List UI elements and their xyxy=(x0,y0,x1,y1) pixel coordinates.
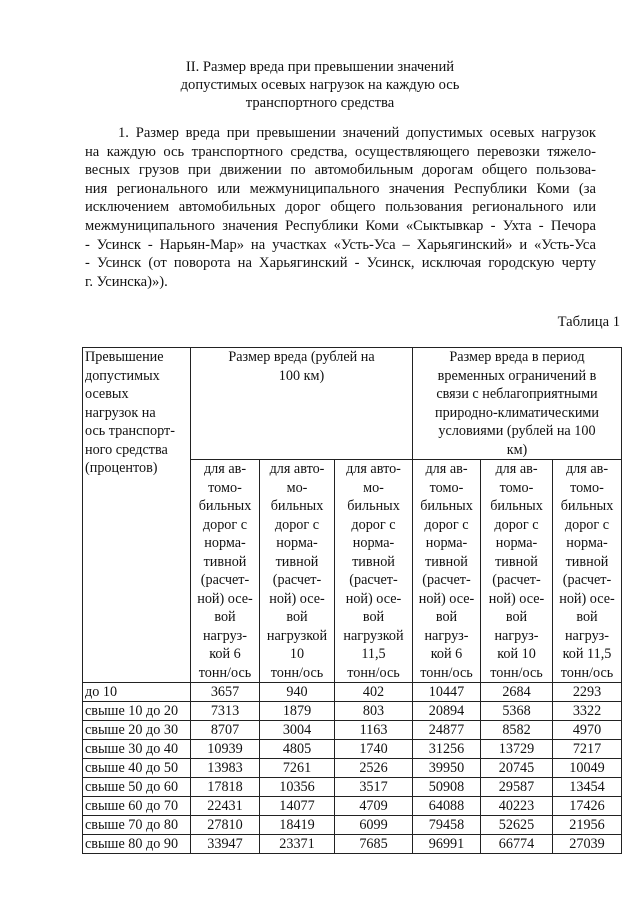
sub-header-line: дорог с xyxy=(202,516,248,533)
value-cell: 1740 xyxy=(335,740,413,759)
paragraph-line: - Усинск (от поворота на Харьягинский - Усинск, исключая городскую черту xyxy=(85,255,596,272)
sub-header-line: вой xyxy=(576,609,598,625)
sub-header-line: бильных xyxy=(347,498,400,514)
value-cell: 3517 xyxy=(335,778,413,797)
sub-header-line: (расчет- xyxy=(272,572,322,588)
value-cell: 40223 xyxy=(481,797,553,816)
value-cell: 10049 xyxy=(553,759,622,778)
value-cell: 20745 xyxy=(481,759,553,778)
value-cell: 2684 xyxy=(481,683,553,702)
sub-header-line: вой xyxy=(214,609,236,625)
header-row-1 xyxy=(83,348,622,460)
row-header-line: Превышение xyxy=(85,349,164,365)
sub-header-line: нагруз- xyxy=(202,627,248,644)
row-label: свыше 60 до 70 xyxy=(83,797,191,816)
sub-header-line: ной) осе- xyxy=(345,590,402,607)
sub-header-line: бильных xyxy=(420,498,473,514)
sub-header-line: (расчет- xyxy=(422,572,471,588)
paragraph-line: весных грузов при движении по автомобильным дорогам общего пользова- xyxy=(85,162,596,179)
value-cell: 29587 xyxy=(481,778,553,797)
value-cell: 64088 xyxy=(413,797,481,816)
value-cell: 6099 xyxy=(335,816,413,835)
value-cell: 27039 xyxy=(553,835,622,854)
value-cell: 27810 xyxy=(191,816,260,835)
sub-header-line: норма- xyxy=(204,535,246,551)
row-label: свыше 50 до 60 xyxy=(83,778,191,797)
sub-header-line: вой xyxy=(362,609,385,625)
sub-header-line: для авто- xyxy=(346,461,401,477)
value-cell: 10356 xyxy=(260,778,335,797)
row-label: свыше 70 до 80 xyxy=(83,816,191,835)
value-cell: 52625 xyxy=(481,816,553,835)
sub-header-line: вой xyxy=(286,609,308,625)
body-paragraph xyxy=(85,124,596,291)
value-cell: 96991 xyxy=(413,835,481,854)
row-label: свыше 20 до 30 xyxy=(83,721,191,740)
sub-header-line: норма- xyxy=(495,535,538,551)
table-row xyxy=(83,721,622,740)
value-cell: 33947 xyxy=(191,835,260,854)
sub-header-line: тонн/ось xyxy=(347,664,400,681)
sub-header-line: тонн/ось xyxy=(560,664,614,681)
sub-header-line: томо- xyxy=(429,479,464,496)
value-cell: 4970 xyxy=(553,721,622,740)
table-row xyxy=(83,683,622,702)
sub-header-line: тивной xyxy=(425,553,468,570)
value-cell: 940 xyxy=(260,683,335,702)
row-header-line: нагрузок на xyxy=(85,404,156,421)
value-cell: 1879 xyxy=(260,702,335,721)
sub-header-line: бильных xyxy=(198,498,252,514)
table-row xyxy=(83,797,622,816)
section-heading-line: транспортного средства xyxy=(245,95,395,111)
value-cell: 23371 xyxy=(260,835,335,854)
group-header-line: условиями (рублей на 100 xyxy=(438,423,596,439)
sub-header-line: томо- xyxy=(208,479,242,496)
value-cell: 402 xyxy=(335,683,413,702)
table-row xyxy=(83,740,622,759)
row-label: свыше 40 до 50 xyxy=(83,759,191,778)
sub-header-cell xyxy=(481,460,553,683)
table-row xyxy=(83,778,622,797)
sub-header-line: (расчет- xyxy=(562,572,612,588)
sub-header-cell xyxy=(335,460,413,683)
value-cell: 20894 xyxy=(413,702,481,721)
value-cell: 66774 xyxy=(481,835,553,854)
sub-header-line: норма- xyxy=(276,535,318,551)
paragraph-line: г. Усинска)»). xyxy=(85,273,168,290)
group-header-line: связи с неблагоприятными xyxy=(436,386,598,402)
group-header-line: км) xyxy=(506,441,528,458)
sub-header-line: тонн/ось xyxy=(198,664,252,681)
value-cell: 10447 xyxy=(413,683,481,702)
value-cell: 50908 xyxy=(413,778,481,797)
sub-header-line: тивной xyxy=(275,553,319,570)
table-row xyxy=(83,702,622,721)
sub-header-line: для ав- xyxy=(203,461,247,477)
value-cell: 3322 xyxy=(553,702,622,721)
value-cell: 31256 xyxy=(413,740,481,759)
value-cell: 13729 xyxy=(481,740,553,759)
table-row xyxy=(83,835,622,854)
value-cell: 13454 xyxy=(553,778,622,797)
value-cell: 2293 xyxy=(553,683,622,702)
group-header-line: Размер вреда в период xyxy=(449,349,585,365)
sub-header-line: тивной xyxy=(565,553,609,570)
group-header-line: Размер вреда (рублей на xyxy=(228,349,375,365)
sub-header-line: вой xyxy=(505,609,528,625)
paragraph-line: исключением автомобильных дорог общего пользования регионального или xyxy=(85,199,596,216)
group-header-line: 100 км) xyxy=(278,367,325,384)
value-cell: 14077 xyxy=(260,797,335,816)
sub-header-line: томо- xyxy=(570,479,604,496)
row-label: свыше 80 до 90 xyxy=(83,835,191,854)
sub-header-line: кой 6 xyxy=(209,646,241,662)
sub-header-line: кой 11,5 xyxy=(562,646,612,662)
sub-header-line: ной) осе- xyxy=(488,590,545,607)
sub-header-line: тонн/ось xyxy=(420,664,473,681)
value-cell: 22431 xyxy=(191,797,260,816)
value-cell: 4805 xyxy=(260,740,335,759)
sub-header-line: кой 10 xyxy=(497,646,536,662)
group-header-normal xyxy=(191,348,413,460)
value-cell: 39950 xyxy=(413,759,481,778)
sub-header-line: дорог с xyxy=(564,516,610,533)
sub-header-line: тонн/ось xyxy=(270,664,324,681)
sub-header-line: нагруз- xyxy=(494,627,539,644)
value-cell: 79458 xyxy=(413,816,481,835)
sub-header-line: для ав- xyxy=(565,461,609,477)
sub-header-line: вой xyxy=(435,609,458,625)
value-cell: 10939 xyxy=(191,740,260,759)
paragraph-line: 1. Размер вреда при превышении значений допустимых осевых нагрузок xyxy=(118,125,596,141)
section-heading xyxy=(150,58,490,112)
value-cell: 803 xyxy=(335,702,413,721)
sub-header-line: кой 6 xyxy=(430,646,463,662)
sub-header-line: томо- xyxy=(499,479,534,496)
row-label: до 10 xyxy=(83,683,191,702)
sub-header-line: нагрузкой xyxy=(266,627,328,644)
sub-header-line: (расчет- xyxy=(492,572,541,588)
sub-header-line: для ав- xyxy=(495,461,538,477)
sub-header-line: дорог с xyxy=(494,516,539,533)
sub-header-line: ной) осе- xyxy=(418,590,475,607)
sub-header-line: мо- xyxy=(363,479,384,496)
sub-header-line: 11,5 xyxy=(361,646,386,662)
sub-header-line: мо- xyxy=(286,479,308,496)
group-header-line: временных ограничений в xyxy=(437,367,597,384)
group-header-restriction-period xyxy=(413,348,622,460)
sub-header-line: ной) осе- xyxy=(559,590,615,607)
value-cell: 24877 xyxy=(413,721,481,740)
table-row xyxy=(83,816,622,835)
paragraph-line: - Усинск - Нарьян-Мар» на участках «Усть-Уса – Харьягинский» и «Усть-Уса xyxy=(85,236,596,253)
value-cell: 13983 xyxy=(191,759,260,778)
row-label: свыше 30 до 40 xyxy=(83,740,191,759)
row-label: свыше 10 до 20 xyxy=(83,702,191,721)
sub-header-cell xyxy=(260,460,335,683)
value-cell: 17426 xyxy=(553,797,622,816)
sub-header-cell xyxy=(191,460,260,683)
sub-header-line: норма- xyxy=(425,535,468,551)
paragraph-line: ния регионального или межмуниципального значения Республики Коми (за xyxy=(85,180,596,197)
sub-header-line: (расчет- xyxy=(349,572,398,588)
value-cell: 7313 xyxy=(191,702,260,721)
sub-header-cell xyxy=(553,460,622,683)
section-heading-line: допустимых осевых нагрузок на каждую ось xyxy=(180,77,460,93)
sub-header-line: ной) осе- xyxy=(197,590,253,607)
sub-header-line: тонн/ось xyxy=(490,664,543,681)
sub-header-line: дорог с xyxy=(424,516,469,533)
damage-table xyxy=(82,347,622,854)
value-cell: 2526 xyxy=(335,759,413,778)
sub-header-line: дорог с xyxy=(274,516,320,533)
value-cell: 8582 xyxy=(481,721,553,740)
sub-header-line: нагрузкой xyxy=(343,627,404,644)
sub-header-line: ной) осе- xyxy=(269,590,325,607)
row-header-line: осевых xyxy=(85,386,129,402)
row-header-line: (процентов) xyxy=(85,460,158,476)
value-cell: 4709 xyxy=(335,797,413,816)
sub-header-line: нагруз- xyxy=(564,627,610,644)
group-header-line: природно-климатическими xyxy=(435,404,599,421)
sub-header-cell xyxy=(413,460,481,683)
table-row xyxy=(83,759,622,778)
row-header-line: ось транспорт- xyxy=(85,423,175,439)
sub-header-line: норма- xyxy=(352,535,395,551)
paragraph-line: межмуниципального значения Республики Коми «Сыктывкар - Ухта - Печора xyxy=(85,217,596,234)
sub-header-line: для ав- xyxy=(425,461,468,477)
row-header-cell xyxy=(83,348,191,683)
sub-header-line: бильных xyxy=(270,498,324,514)
row-header-line: ного средства xyxy=(85,441,168,458)
value-cell: 7261 xyxy=(260,759,335,778)
sub-header-line: для авто- xyxy=(269,461,325,477)
value-cell: 7685 xyxy=(335,835,413,854)
sub-header-line: дорог с xyxy=(351,516,396,533)
value-cell: 21956 xyxy=(553,816,622,835)
section-heading-line: II. Размер вреда при превышении значений xyxy=(185,59,455,75)
value-cell: 3657 xyxy=(191,683,260,702)
sub-header-line: 10 xyxy=(289,646,305,662)
value-cell: 3004 xyxy=(260,721,335,740)
sub-header-line: (расчет- xyxy=(200,572,250,588)
sub-header-line: тивной xyxy=(495,553,538,570)
row-header-line: допустимых xyxy=(85,367,160,384)
sub-header-line: норма- xyxy=(566,535,608,551)
sub-header-line: бильных xyxy=(490,498,543,514)
value-cell: 8707 xyxy=(191,721,260,740)
table-caption: Таблица 1 xyxy=(557,314,620,330)
sub-header-line: нагруз- xyxy=(424,627,469,644)
paragraph-line: на каждую ось транспортного средства, осуществляющего перевозки тяжело- xyxy=(85,143,596,160)
value-cell: 7217 xyxy=(553,740,622,759)
value-cell: 5368 xyxy=(481,702,553,721)
value-cell: 17818 xyxy=(191,778,260,797)
value-cell: 1163 xyxy=(335,721,413,740)
value-cell: 18419 xyxy=(260,816,335,835)
sub-header-line: бильных xyxy=(560,498,614,514)
sub-header-line: тивной xyxy=(352,553,395,570)
sub-header-line: тивной xyxy=(203,553,247,570)
